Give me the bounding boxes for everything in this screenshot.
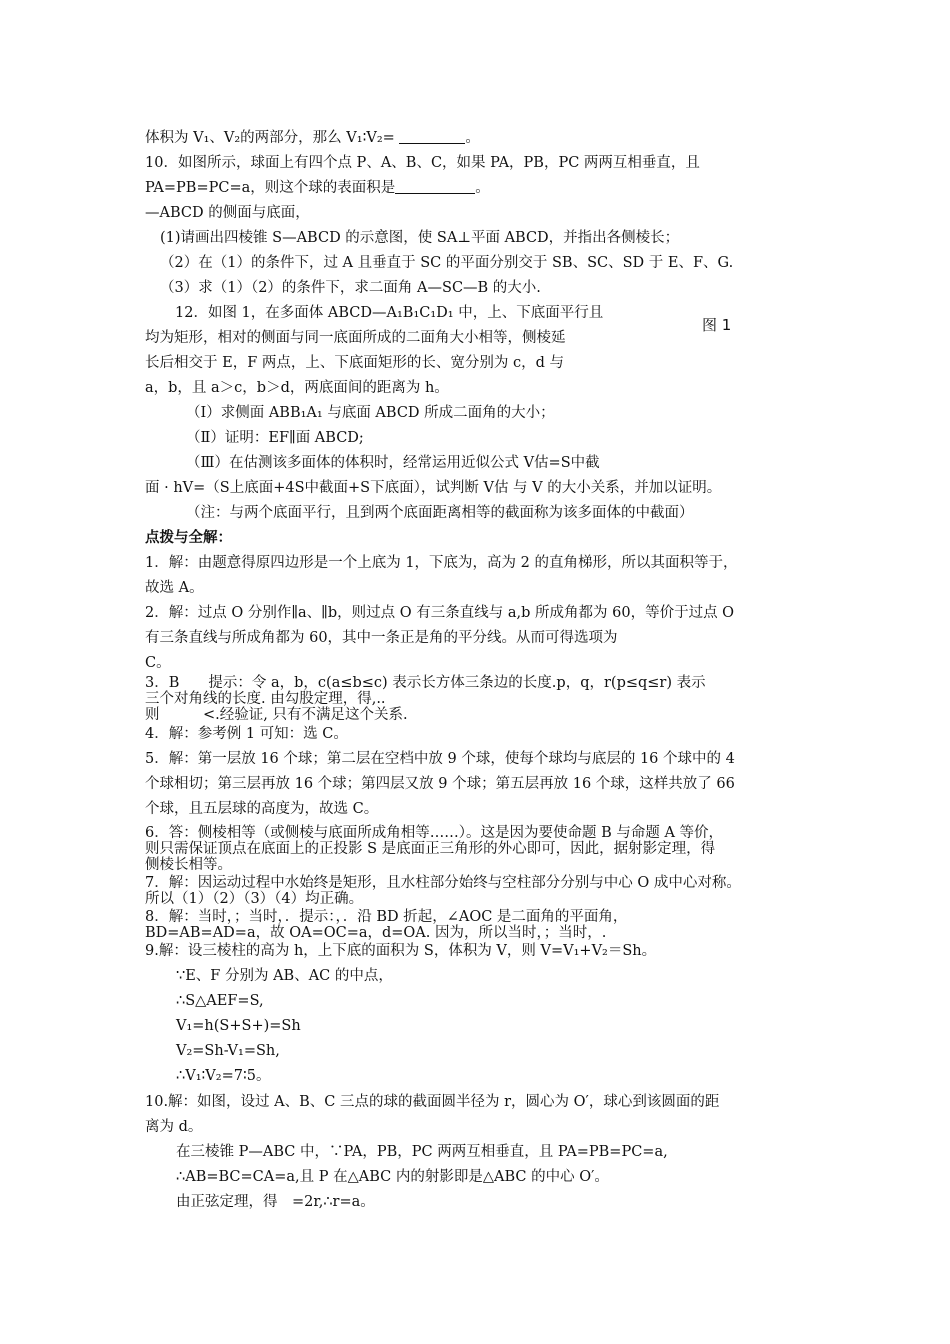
text-line: ∵E、F 分别为 AB、AC 的中点，: [176, 968, 393, 984]
text-line: 故选 A。: [145, 580, 204, 596]
text-line: V₁=h(S+S+)=Sh: [176, 1018, 301, 1034]
text-line: 则只需保证顶点在底面上的正投影 S 是底面正三角形的外心即可，因此，据射影定理，得: [145, 841, 716, 857]
text-line: 3．B 提示：令 a，b，c(a≤b≤c) 表示长方体三条边的长度.p，q，r(p≤q≤r) 表示: [145, 675, 706, 691]
text-line: 10．如图所示，球面上有四个点 P、A、B、C，如果 PA，PB，PC 两两互相垂直，且: [145, 155, 700, 171]
text-line: （Ⅰ）求侧面 ABB₁A₁ 与底面 ABCD 所成二面角的大小；: [186, 405, 555, 421]
text-line: 均为矩形，相对的侧面与同一底面所成的二面角大小相等，侧棱延: [145, 330, 566, 346]
text-line: BD=AB=AD=a，故 OA=OC=a，d=OA. 因为，所以当时，；当时，.: [145, 925, 607, 941]
text-line: 在三棱锥 P—ABC 中，∵PA，PB，PC 两两互相垂直，且 PA=PB=PC=a,: [176, 1144, 668, 1160]
text-line: （Ⅲ）在估测该多面体的体积时，经常运用近似公式 V估=S中截: [186, 455, 600, 471]
text-line: 1．解：由题意得原四边形是一个上底为 1，下底为，高为 2 的直角梯形，所以其面积等于，: [145, 555, 738, 571]
text-line: 离为 d。: [145, 1119, 203, 1135]
text-line: 4．解：参考例 1 可知：选 C。: [145, 726, 348, 742]
text-line: 个球，且五层球的高度为，故选 C。: [145, 801, 379, 817]
text-line: （Ⅱ）证明：EF∥面 ABCD;: [186, 430, 364, 446]
text-line: ∴V₁∶V₂=7∶5。: [176, 1068, 271, 1084]
text-line: a，b，且 a＞c，b＞d，两底面间的距离为 h。: [145, 380, 449, 396]
text-line: 6．答：侧棱相等（或侧棱与底面所成角相等……）。这是因为要使命题 B 与命题 A 等价，: [145, 825, 724, 841]
text-line: 个球相切；第三层再放 16 个球；第四层又放 9 个球；第五层再放 16 个球，这样共放了 66: [145, 776, 735, 792]
text-line: PA=PB=PC=a，则这个球的表面积是 。: [145, 180, 490, 196]
text-line: —ABCD 的侧面与底面，: [145, 205, 310, 221]
answer-blank: [399, 128, 465, 144]
section-heading: 点拨与全解：: [145, 529, 232, 546]
text-line: 5．解：第一层放 16 个球；第二层在空档中放 9 个球，使每个球均与底层的 16 个球中的 4: [145, 751, 735, 767]
text-line: V₂=Sh-V₁=Sh,: [176, 1043, 280, 1059]
text-line: （3）求（1）（2）的条件下，求二面角 A—SC—B 的大小.: [160, 280, 541, 296]
text-line: 12．如图 1，在多面体 ABCD—A₁B₁C₁D₁ 中，上、下底面平行且: [175, 305, 604, 321]
text-line: 7．解：因运动过程中水始终是矩形，且水柱部分始终与空柱部分分别与中心 O 成中心对称。: [145, 875, 741, 891]
text-line: 有三条直线与所成角都为 60，其中一条正是角的平分线。从而可得选项为: [145, 630, 618, 646]
text-line: 10.解：如图，设过 A、B、C 三点的球的截面圆半径为 r，圆心为 O′，球心到该圆面的距: [145, 1094, 720, 1110]
text-line: （2）在（1）的条件下，过 A 且垂直于 SC 的平面分别交于 SB、SC、SD 于 E、F、G.: [160, 255, 734, 271]
text-line: 三个对角线的长度. 由勾股定理，得,..: [145, 691, 386, 707]
text-line: 侧棱长相等。: [145, 857, 232, 873]
text-line: 2．解：过点 O 分别作∥a、∥b，则过点 O 有三条直线与 a,b 所成角都为 60，等价于过点 O: [145, 605, 735, 621]
text-line: 9.解：设三棱柱的高为 h，上下底的面积为 S，体积为 V，则 V=V₁+V₂＝Sh。: [145, 943, 657, 959]
text-line: C。: [145, 655, 171, 671]
answer-blank: [395, 178, 475, 194]
text-line: 8．解：当时，；当时，．提示：，．沿 BD 折起，∠AOC 是二面角的平面角，: [145, 909, 628, 925]
text-line: ∴AB=BC=CA=a,且 P 在△ABC 内的射影即是△ABC 的中心 O′。: [176, 1169, 609, 1185]
text-line: （注：与两个底面平行，且到两个底面距离相等的截面称为该多面体的中截面）: [186, 505, 694, 521]
text-line: 由正弦定理，得 =2r,∴r=a。: [176, 1194, 375, 1210]
text-line: 所以（1）（2）（3）（4）均正确。: [145, 891, 364, 907]
text-line: 长后相交于 E，F 两点，上、下底面矩形的长、宽分别为 c，d 与: [145, 355, 564, 371]
text-line: (1)请画出四棱锥 S—ABCD 的示意图，使 SA⊥平面 ABCD，并指出各侧棱长；: [160, 230, 680, 246]
text-line: ∴S△AEF=S,: [176, 993, 264, 1009]
text-line: 面 · hV=（S上底面+4S中截面+S下底面），试判断 V估 与 V 的大小关系，并加以证明。: [145, 480, 722, 496]
text-line: 则 <.经验证, 只有不满足这个关系.: [145, 707, 408, 723]
text-line: 体积为 V₁、V₂的两部分，那么 V₁∶V₂= 。: [145, 130, 480, 146]
figure-label: 图 1: [702, 316, 732, 334]
